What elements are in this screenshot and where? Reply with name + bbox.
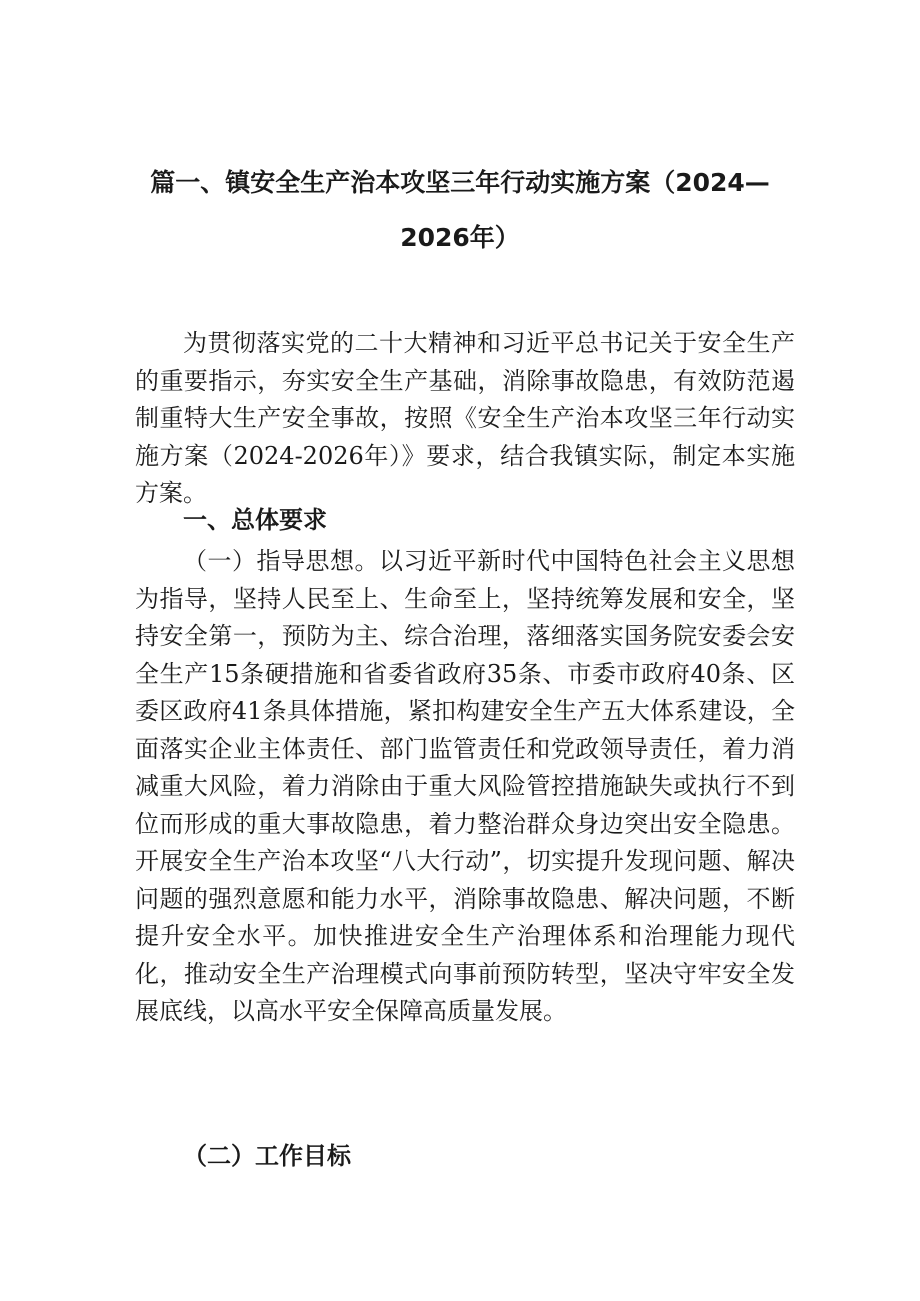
subsection-heading-work-goals: （二）工作目标	[183, 1141, 351, 1170]
guiding-ideology-paragraph: （一）指导思想。以习近平新时代中国特色社会主义思想为指导，坚持人民至上、生命至上，坚持统筹发展和安全，坚持安全第一，预防为主、综合治理，落细落实国务院安委会安全生产15条硬措施和省委省政府35条、市委市政府40条、区委区政府41条具体措施，紧扣构建安全生产五大体系建设，全面落实企业主体责任、部门监管责任和党政领导责任，着力消减重大风险，着力消除由于重大风险管控措施缺失或执行不到位而形成的重大事故隐患，着力整治群众身边突出安全隐患。开展安全生产治本攻坚“八大行动”，切实提升发现问题、解决问题的强烈意愿和能力水平，消除事故隐患、解决问题，不断提升安全水平。加快推进安全生产治理体系和治理能力现代化，推动安全生产治理模式向事前预防转型，坚决守牢安全发展底线，以高水平安全保障高质量发展。	[135, 547, 795, 1025]
document-title-line-2: 2026年）	[400, 223, 520, 252]
section-heading-general-requirements: 一、总体要求	[183, 506, 327, 534]
intro-paragraph: 为贯彻落实党的二十大精神和习近平总书记关于安全生产的重要指示，夯实安全生产基础，消除事故隐患，有效防范遏制重特大生产安全事故，按照《安全生产治本攻坚三年行动实施方案（2024-2026年）》要求，结合我镇实际，制定本实施方案。	[135, 329, 795, 507]
document-title-line-1: 篇一、镇安全生产治本攻坚三年行动实施方案（2024—	[150, 168, 770, 197]
